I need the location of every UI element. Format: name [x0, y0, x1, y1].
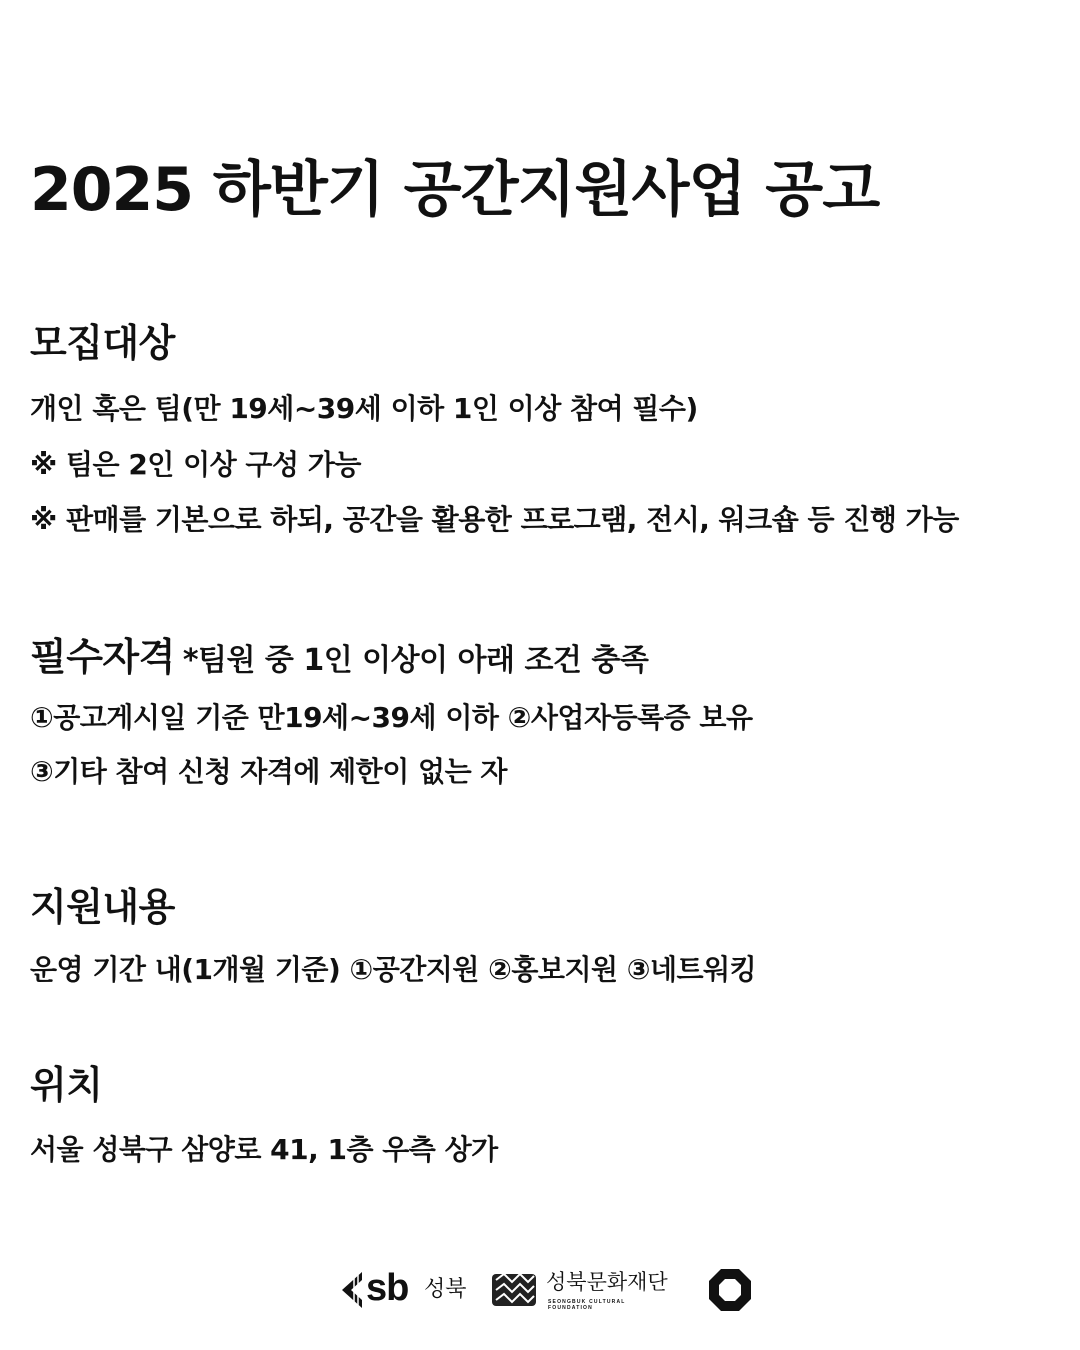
- support-line-1: 운영 기간 내(1개월 기준) ①공간지원 ②홍보지원 ③네트워킹: [30, 953, 757, 986]
- foundation-subtitle: SEONGBUK CULTURAL FOUNDATION: [548, 1299, 626, 1311]
- qualification-note: *팀원 중 1인 이상이 아래 조건 충족: [182, 643, 649, 678]
- page-title: 2025 하반기 공간지원사업 공고: [30, 155, 880, 225]
- footer-logos: [0, 1266, 1080, 1314]
- sb-logo-name: 성북: [424, 1277, 467, 1302]
- foundation-name: 성북문화재단: [546, 1270, 668, 1294]
- section-heading-support: 지원내용: [30, 885, 175, 929]
- section-heading-recruit: 모집대상: [30, 321, 175, 365]
- recruit-line-2: ※ 팀은 2인 이상 구성 가능: [30, 448, 361, 481]
- sb-seongbuk-logo: [340, 1266, 470, 1314]
- octagon-ring-icon: [708, 1268, 752, 1312]
- sb-logo-text: sb: [366, 1267, 409, 1309]
- qualification-line-1: ①공고게시일 기준 만19세~39세 이하 ②사업자등록증 보유: [30, 701, 753, 734]
- seongbuk-cultural-foundation-logo: [490, 1266, 670, 1314]
- qualification-heading-text: 필수자격: [30, 635, 175, 679]
- qualification-line-2: ③기타 참여 신청 자격에 제한이 없는 자: [30, 755, 507, 788]
- location-line-1: 서울 성북구 삼양로 41, 1층 우측 상가: [30, 1133, 498, 1166]
- octagon-ring-logo: [708, 1266, 754, 1314]
- section-heading-location: 위치: [30, 1063, 103, 1107]
- section-heading-qualification: [30, 632, 648, 686]
- sb-arrow-icon: [340, 1272, 364, 1308]
- foundation-emblem-icon: [490, 1270, 538, 1308]
- recruit-line-1: 개인 혹은 팀(만 19세~39세 이하 1인 이상 참여 필수): [30, 392, 698, 425]
- recruit-line-3: ※ 판매를 기본으로 하되, 공간을 활용한 프로그램, 전시, 워크숍 등 진행 가능: [30, 503, 959, 536]
